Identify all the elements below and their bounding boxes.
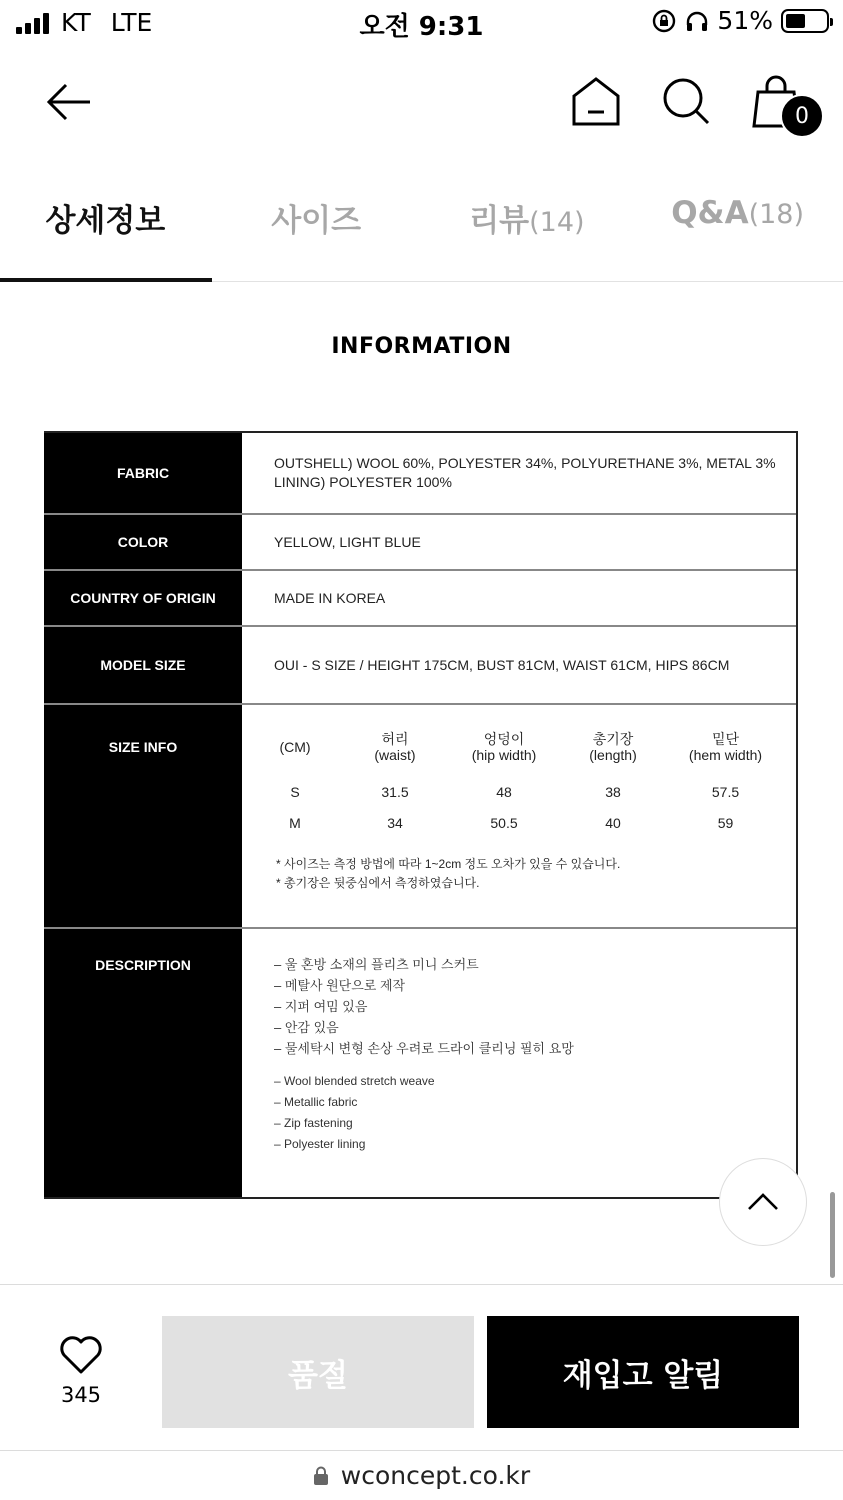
- fabric-row: [44, 433, 796, 515]
- col-ko: 밑단: [711, 731, 740, 747]
- size-note: * 총기장은 뒷중심에서 측정하였습니다.: [276, 876, 480, 890]
- model-size-value: OUI - S SIZE / HEIGHT 175CM, BUST 81CM, WAIST 61CM, HIPS 86CM: [274, 656, 730, 673]
- col-en: (length): [589, 747, 637, 763]
- scrollbar[interactable]: [830, 1192, 835, 1278]
- origin-label: COUNTRY OF ORIGIN: [44, 571, 242, 625]
- size-cell: 40: [605, 815, 621, 831]
- heart-icon: [59, 1335, 103, 1375]
- description-line: – 안감 있음: [274, 1020, 339, 1035]
- battery-icon: [781, 9, 829, 33]
- size-col-hem: [678, 731, 773, 763]
- size-table: [260, 731, 796, 833]
- description-line: – Zip fastening: [274, 1116, 353, 1130]
- tab-label: 사이즈: [271, 203, 362, 239]
- size-cell: 38: [605, 784, 621, 800]
- search-button[interactable]: [658, 74, 714, 130]
- tab-count: (14): [529, 207, 585, 238]
- size-cell: 31.5: [381, 784, 409, 800]
- description-ko: [274, 954, 796, 1059]
- tab-count: (18): [748, 199, 805, 230]
- soldout-button[interactable]: 품절: [162, 1316, 474, 1428]
- detail-tabs: [0, 180, 843, 282]
- network-label: LTE: [110, 8, 153, 37]
- description-content: [242, 929, 796, 1197]
- size-cell: 59: [717, 815, 734, 831]
- status-time: 오전 9:31: [359, 12, 484, 42]
- col-ko: 엉덩이: [483, 731, 525, 747]
- color-label: COLOR: [44, 515, 242, 569]
- scroll-to-top-button[interactable]: [719, 1158, 807, 1246]
- back-button[interactable]: [42, 74, 98, 130]
- col-ko: 총기장: [592, 731, 634, 747]
- col-en: (hip width): [471, 747, 537, 763]
- tab-label: 상세정보: [45, 203, 166, 239]
- size-note: * 사이즈는 측정 방법에 따라 1~2cm 정도 오차가 있을 수 있습니다.: [276, 857, 621, 871]
- size-cell: 48: [496, 784, 512, 800]
- description-line: – 물세탁시 변형 손상 우려로 드라이 클리닝 필히 요망: [274, 1041, 574, 1056]
- purchase-bar: [0, 1284, 843, 1450]
- tab-detail-info[interactable]: [0, 180, 211, 281]
- fabric-outshell: OUTSHELL) WOOL 60%, POLYESTER 34%, POLYURETHANE 3%, METAL 3%: [274, 455, 776, 471]
- origin-value: MADE IN KOREA: [274, 589, 386, 606]
- description-line: – Wool blended stretch weave: [274, 1074, 435, 1088]
- battery-percent: 51%: [717, 6, 773, 35]
- tab-review[interactable]: [422, 180, 633, 281]
- description-row: [44, 929, 796, 1199]
- lock-icon: [313, 1466, 329, 1486]
- top-navigation: [0, 60, 843, 150]
- information-title: INFORMATION: [331, 334, 512, 359]
- color-value: YELLOW, LIGHT BLUE: [274, 533, 421, 550]
- headphones-icon: [685, 9, 709, 33]
- color-row: [44, 515, 796, 571]
- chevron-up-icon: [746, 1192, 780, 1212]
- model-size-label: MODEL SIZE: [44, 627, 242, 703]
- size-col-length: [548, 731, 678, 763]
- size-col-hip: [460, 731, 548, 763]
- fabric-value: [242, 433, 796, 513]
- status-bar: [0, 0, 843, 48]
- size-info-content: [242, 705, 796, 927]
- size-cell: 34: [387, 815, 403, 831]
- description-line: – Polyester lining: [274, 1137, 366, 1151]
- col-en: (waist): [374, 747, 416, 763]
- description-line: – 메탈사 원단으로 제작: [274, 978, 406, 993]
- model-size-row: [44, 627, 796, 705]
- description-line: – 지퍼 여밈 있음: [274, 999, 368, 1014]
- size-col-waist: [330, 731, 460, 763]
- home-button[interactable]: [568, 74, 624, 130]
- description-line: – 울 혼방 소재의 플리츠 미니 스커트: [274, 957, 479, 972]
- col-ko: 허리: [381, 731, 409, 747]
- cart-count-badge: 0: [780, 94, 824, 138]
- tab-label: Q&A: [671, 195, 749, 231]
- fabric-lining: LINING) POLYESTER 100%: [274, 474, 452, 490]
- tab-size[interactable]: [211, 180, 422, 281]
- description-line: – Metallic fabric: [274, 1095, 358, 1109]
- url-text: wconcept.co.kr: [340, 1461, 531, 1490]
- restock-alert-button[interactable]: 재입고 알림: [487, 1316, 799, 1428]
- carrier-label: KT: [61, 8, 91, 37]
- origin-row: [44, 571, 796, 627]
- url-bar[interactable]: [0, 1450, 843, 1500]
- tab-qna[interactable]: [632, 180, 843, 281]
- home-icon: [568, 74, 624, 130]
- size-row-label: M: [289, 815, 301, 831]
- cart-button[interactable]: [748, 74, 809, 130]
- description-label: DESCRIPTION: [44, 929, 242, 1197]
- rotation-lock-icon: [651, 8, 677, 34]
- status-right: [651, 6, 829, 35]
- size-notes: [260, 855, 796, 893]
- fabric-label: FABRIC: [44, 433, 242, 513]
- like-button[interactable]: [40, 1335, 122, 1407]
- size-row-label: S: [290, 784, 300, 800]
- tab-label: 리뷰: [469, 203, 530, 239]
- size-info-label: SIZE INFO: [44, 705, 242, 927]
- back-arrow-icon: [42, 74, 98, 130]
- search-icon: [658, 74, 714, 130]
- like-count: 345: [60, 1383, 102, 1407]
- size-unit: (CM): [279, 739, 311, 755]
- size-info-row: [44, 705, 796, 929]
- product-info-table: [44, 431, 798, 1199]
- col-en: (hem width): [688, 747, 763, 763]
- description-en: [274, 1071, 796, 1155]
- size-cell: 50.5: [490, 815, 518, 831]
- size-cell: 57.5: [711, 784, 740, 800]
